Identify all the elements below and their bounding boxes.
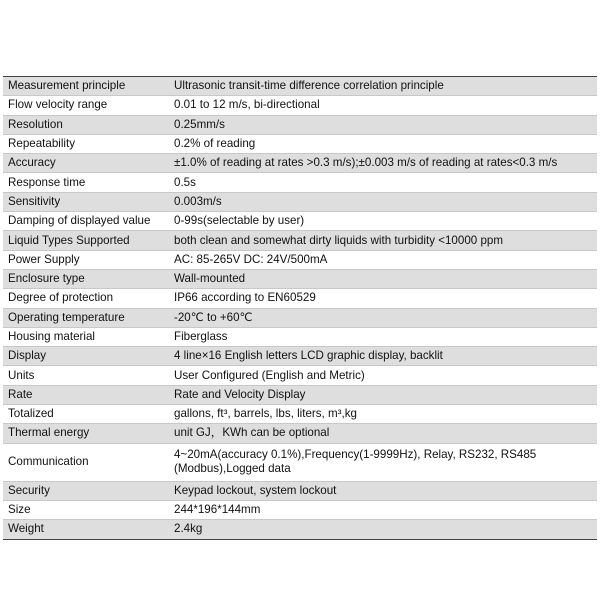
spec-value: 0-99s(selectable by user) (170, 212, 597, 231)
spec-label: Security (3, 481, 170, 500)
spec-row (3, 327, 597, 346)
spec-label: Weight (3, 520, 170, 539)
spec-row (3, 250, 597, 269)
spec-row (3, 289, 597, 308)
spec-row (3, 385, 597, 404)
spec-row (3, 269, 597, 288)
spec-value: IP66 according to EN60529 (170, 289, 597, 308)
spec-value: Fiberglass (170, 327, 597, 346)
spec-row (3, 405, 597, 424)
spec-row (3, 366, 597, 385)
spec-label: Operating temperature (3, 308, 170, 327)
spec-row (3, 347, 597, 366)
spec-row (3, 231, 597, 250)
spec-label: Totalized (3, 405, 170, 424)
spec-label: Sensitivity (3, 192, 170, 211)
specification-table-body (3, 77, 597, 540)
spec-value: Keypad lockout, system lockout (170, 481, 597, 500)
spec-label: Rate (3, 385, 170, 404)
spec-label: Damping of displayed value (3, 212, 170, 231)
spec-row (3, 154, 597, 173)
spec-value: User Configured (English and Metric) (170, 366, 597, 385)
spec-row (3, 192, 597, 211)
spec-value: 4~20mA(accuracy 0.1%),Frequency(1-9999Hz), Relay, RS232, RS485 (Modbus),Logged data (170, 443, 597, 481)
spec-label: Degree of protection (3, 289, 170, 308)
spec-row (3, 481, 597, 500)
spec-value: both clean and somewhat dirty liquids with turbidity <10000 ppm (170, 231, 597, 250)
spec-value: 0.01 to 12 m/s, bi-directional (170, 96, 597, 115)
spec-value: gallons, ft³, barrels, lbs, liters, m³,kg (170, 405, 597, 424)
spec-row (3, 96, 597, 115)
spec-value: 4 line×16 English letters LCD graphic display, backlit (170, 347, 597, 366)
spec-label: Communication (3, 443, 170, 481)
spec-label: Resolution (3, 115, 170, 134)
spec-label: Liquid Types Supported (3, 231, 170, 250)
spec-label: Accuracy (3, 154, 170, 173)
spec-label: Thermal energy (3, 424, 170, 443)
spec-value: 2.4kg (170, 520, 597, 539)
spec-value: ±1.0% of reading at rates >0.3 m/s);±0.003 m/s of reading at rates<0.3 m/s (170, 154, 597, 173)
spec-label: Display (3, 347, 170, 366)
spec-row (3, 212, 597, 231)
spec-value: unit GJ，KWh can be optional (170, 424, 597, 443)
spec-label: Measurement principle (3, 77, 170, 96)
spec-row (3, 443, 597, 481)
spec-label: Repeatability (3, 134, 170, 153)
spec-value: Rate and Velocity Display (170, 385, 597, 404)
spec-value: Ultrasonic transit-time difference correlation principle (170, 77, 597, 96)
spec-row (3, 134, 597, 153)
spec-value: 244*196*144mm (170, 500, 597, 519)
spec-row (3, 500, 597, 519)
spec-label: Enclosure type (3, 269, 170, 288)
spec-row (3, 77, 597, 96)
specification-table (3, 76, 597, 540)
spec-row (3, 115, 597, 134)
spec-row (3, 520, 597, 539)
spec-label: Flow velocity range (3, 96, 170, 115)
spec-value: AC: 85-265V DC: 24V/500mA (170, 250, 597, 269)
spec-row (3, 424, 597, 443)
spec-value: 0.003m/s (170, 192, 597, 211)
spec-label: Power Supply (3, 250, 170, 269)
spec-value: -20℃ to +60℃ (170, 308, 597, 327)
spec-value: Wall-mounted (170, 269, 597, 288)
spec-value: 0.2% of reading (170, 134, 597, 153)
spec-value: 0.25mm/s (170, 115, 597, 134)
spec-label: Response time (3, 173, 170, 192)
spec-row (3, 173, 597, 192)
spec-label: Units (3, 366, 170, 385)
spec-row (3, 308, 597, 327)
spec-value: 0.5s (170, 173, 597, 192)
spec-label: Size (3, 500, 170, 519)
spec-label: Housing material (3, 327, 170, 346)
